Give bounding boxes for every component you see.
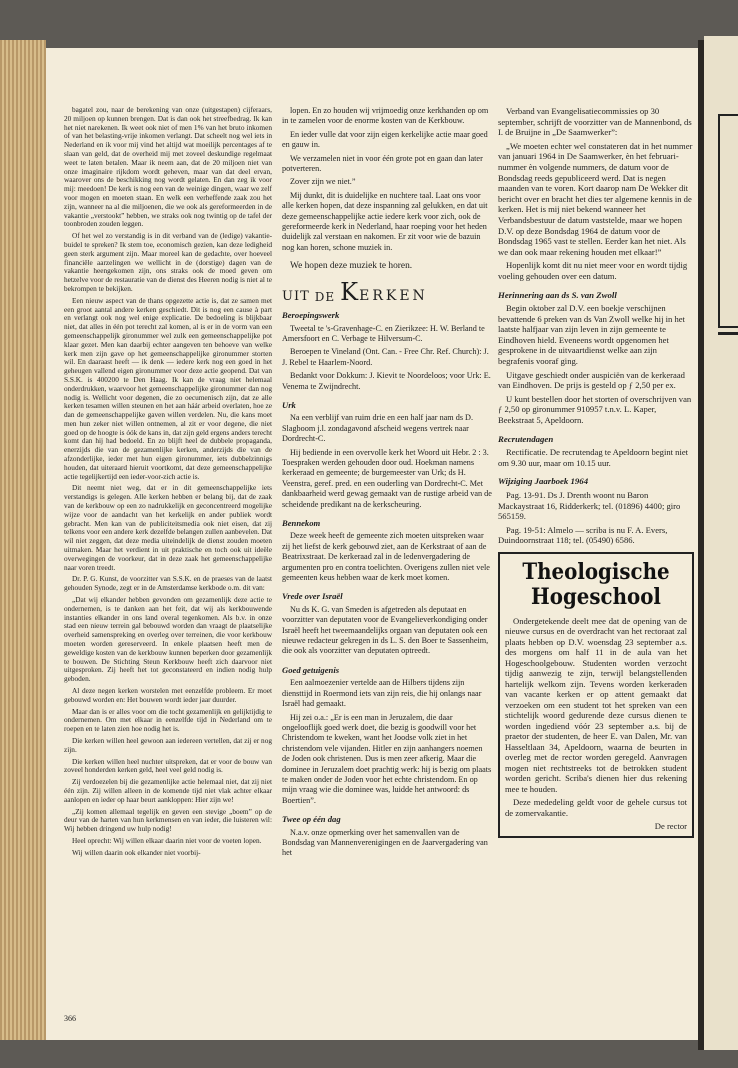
section-title-initial: K: [340, 277, 360, 306]
page-number: 366: [64, 1014, 76, 1023]
section-title-part: UIT: [282, 288, 310, 304]
section-heading: Urk: [282, 399, 296, 410]
col3-intro-paragraph: Verband van Evangelisatiecommissies op 30 september, schrijft de voorzitter van de Mannenbond, ds I. de Bruijne in „De Saamwerker”:: [498, 106, 692, 138]
section-paragraph: Bedankt voor Dokkum: J. Kievit te Noordeloos; voor Urk: E. Venema te Zwijndrecht.: [282, 371, 491, 391]
section-heading: Herinnering aan ds S. van Zwoll: [498, 289, 617, 300]
section-title-uit-de-kerken: [282, 277, 492, 306]
section-title-part: ERKEN: [359, 287, 428, 304]
col1-paragraph: Een nieuw aspect van de thans opgezette actie is, dat ze samen met een groot aantal andere kerken geschiedt. Dit is nog een cause à part en verlangt ook nog wel enige explicatie. De bedoeling is blijkbaar niet, dat alles in één pot terecht zal komen, al is er in de vorm van een gemeenschappelijk gironummer wel zulk een gemeenschappelijke pot klaar gezet. Men kan daarbij echter aangeven ten behoeve van welke kerk men zijn gave op het gemeenschappelijke gironummer storten wil. En daaraast heeft — ik denk — iedere kerk nog een goed in het geheugen vallend eigen gironummer voor deze actie geopend. Dat van S.S.K. is 400200 te Den Haag. Ik kan de vraag niet helemaal onderdrukken, waarvoor het gemeenschappelijke gironummer dan nog nodig is. Wellicht voor degenen, die zo oecumenisch zijn, dat ze alle kerken tesamen willen steunen en het aan háár arbeid overlaten, hoe ze dan de gemeenschappelijke gaven willen verdelen. Nu, die kans moet men hun zeker niet willen ontnemen, al zit er voor degene, die niet goed op de hoogte is óók de kans in, dat zijn geld ergens anders terecht komt dan hij had bedoeld. En zo blijft heel de dubbele propaganda, enerzijds die van de gezamenlijke kerken, anderzijds die van de afzonderlijke, ieder met hun eigen gironummer, iets dubbelzinnigs houden, dat uiteraard hieruit voortkomt, dat deze gemeenschappelijke actie tegelijkertijd een ieder-voor-zich actie is.: [64, 295, 272, 481]
announcement-title: [514, 560, 678, 610]
section-heading: Recrutendagen: [498, 433, 554, 444]
magazine-page: [46, 48, 698, 1040]
col2-intro-paragraph: lopen. En zo houden wij vrijmoedig onze kerkhanden op om in te zamelen voor de enorme kosten van de Kerkbouw.: [282, 106, 489, 126]
section-heading: Bennekom: [282, 518, 321, 528]
announcement-box: [498, 552, 694, 838]
col3-intro-paragraph: „We moeten echter wel constateren dat in het nummer van januari 1964 in De Saamwerker, èn het februari-nummer èn volgende nummers, de datum voor de Bondsdag reeds gepubliceerd werd. Dat is negen maanden van te voren. Kort daarop nam De Wekker dit bericht over en bracht het dies ter algemene kennis in de kerken. Het is mij niet bekend wanneer het Verbandsbestuur de datum vaststelde, maar we hopen D.V. op deze Bondsdag 1964 de datum voor de Bondsdag 1965 vast te stellen. Eerder kan het niet. Als we dan ook maar rekening houden met elkaar!”: [498, 140, 693, 257]
col1-paragraph: Dr. P. G. Kunst, de voorzitter van S.S.K. en de praeses van de laatst gehouden Synode, zegt er in de Amsterdamse kerkbode o.m. dit van:: [64, 574, 272, 593]
col1-paragraph: „Zij komen allemaal tegelijk en geven een stevige „boem” op de deur van de harten van hun kerkmensen en van ieder, die luisteren wil: Wij hebben dringend uw hulp nodig!: [64, 806, 272, 834]
column-left: [64, 106, 272, 861]
column-middle: [282, 106, 492, 862]
col2-intro-paragraph: We verzamelen niet in voor één grote pot en gaan dan later potverteren.: [282, 153, 483, 174]
column-right: [498, 106, 694, 838]
col2-intro-paragraph: Zover zijn we niet.”: [290, 177, 356, 187]
section-paragraph: Pag. 13-91. Ds J. Drenth woont nu Baron Mackaystraat 16, Ridderkerk; tel. (01896) 4400; giro 565159.: [498, 490, 681, 522]
section-paragraph: U kunt bestellen door het storten of overschrijven van ƒ 2,50 op gironummer 910957 t.n.v. L. Kaper, Beekstraat 5, Apeldoorn.: [498, 393, 692, 426]
announcement-title-line: Hogeschool: [531, 583, 661, 610]
col3-intro-paragraph: Hopenlijk komt dit nu niet meer voor en wordt tijdig voeling gehouden over een datum.: [498, 260, 688, 281]
col2-intro-paragraph: En ieder vulle dat voor zijn eigen kerkelijke actie maar goed en gauw in.: [282, 129, 488, 150]
section-paragraph: Deze week heeft de gemeente zich moeten uitspreken waar zij het liefst de kerk gebouwd ziet, aan de Kerkstraat of aan de Beatrixstraat. De kerkeraad zal in de ledenvergadering de argumenten pro en contra toelichten. Overigens zullen niet vele gemeenten keus hebben waar de kerk moet komen.: [282, 531, 490, 583]
section-paragraph: Een aalmoezenier vertelde aan de Hilbers tijdens zijn diensttijd in Roermond iets van zijn reis, die hij onlangs naar Israël had gemaakt.: [282, 678, 482, 709]
section-heading: Vrede over Israël: [282, 591, 343, 602]
announcement-paragraph: Ondergetekende deelt mee dat de opening van de nieuwe cursus en de overdracht van het rectoraat zal plaats hebben op D.V. woensdag 23 september a.s. des morgens om half 11 in de aula van het Hogeschoolgebouw. Studenten worden verzocht tijdig aanwezig te zijn, terwijl belangstellenden hartelijk welkom zijn. Tevens worden kerkeraden van vacante kerken er op attent gemaakt dat verzoeken om een student tot het spreken van een stichtelijk woord gedurende deze cursus dienen te worden ingediend vóór 23 september a.s. bij de praetor der studenten, de heer E. van Dalen, Mr. van Hasseltlaan 34, Apeldoorn, waarna de beurten in overleg met de rector worden geregeld. Aanvragen mogen niet rechtstreeks tot de betrokken student worden gericht. Scriba's dienen hier dus rekening mee te houden.: [505, 615, 687, 794]
section-heading: Goed getuigenis: [282, 664, 340, 675]
announcement-title-line: Theologische: [522, 558, 670, 585]
section-paragraph: Pag. 19-51: Almelo — scriba is nu F. A. Evers, Duindoornstraat 118; tel. (05490) 6586.: [498, 524, 668, 546]
col1-paragraph: Dit neemt niet weg, dat er in dit gemeenschappelijke iets verstandigs is gelegen. Alle kerken hebben er belang bij, dat de zaak van de kerkbouw op een zo nadrukkelijk en geconcentreerd mogelijke wijze voor de aandacht van het kerkelijk en ander publiek wordt gebracht. Men kan van de publiciteitsmedia ook niet eisen, dat zij telkens voor een andere kerk dezelfde belangen zullen aanbevelen. Dat wil niet zeggen, dat deze media uiteindelijk de dienst zouden moeten uitmaken. Maar het verdient in uit praktische en toch ook uit ideële overwegingen de voorkeur, dat in deze zaak het gemeenschappelijke naar voren treedt.: [64, 483, 272, 572]
col1-paragraph: Die kerken willen heel gewoon aan iedereen vertellen, dat zij er nog zijn.: [64, 735, 272, 754]
section-paragraph: Beroepen te Vineland (Ont. Can. - Free Chr. Ref. Church): J. J. Rebel te Haarlem-Noord.: [282, 347, 489, 367]
closing-line: We hopen deze muziek te horen.: [290, 261, 413, 272]
section-paragraph: Tweetal te 's-Gravenhage-C. en Zierikzee: H. W. Berland te Amersfoort en C. Verbage te Hilversum-C.: [282, 323, 485, 343]
section-paragraph: Na een verblijf van ruim drie en een half jaar nam ds D. Slagboom j.l. zondagavond afscheid wegens vertrek naar Dordrecht-C.: [282, 413, 474, 444]
col1-paragraph: „Dat wij elkander hebben gevonden om gezamenlijk deze actie te ondernemen, is te danken aan het feit, dat wij als kerkbouwende instanties elkander in ons land overal tegenkomen. Als b.v. in onze stad een nieuw terrein gal bebouwd worden dan vraagt de plaatselijke overheid samenspreking en overleg over terreinen, die voor kerkbouw moeten worden gereserveerd. In enkele plaatsen heeft men de geweldige kosten van de kerkbouw kunnen beperken door gezamenlijk te bouwen. De Stichting Steun Kerkbouw heeft zich daarvoor niet uitgesproken. Zij heeft het tot geconstateerd en indien nodig hulp geboden.: [64, 595, 272, 684]
section-title-part: DE: [314, 289, 336, 304]
section-heading: Wijziging Jaarboek 1964: [498, 476, 589, 487]
adjacent-page: [704, 36, 738, 1050]
col1-paragraph: Die kerken willen heel nuchter uitspreken, dat er voor de bouw van zoveel honderden kerken geld, heel veel geld nodig is.: [64, 756, 272, 775]
col1-paragraph: Heel oprecht: Wij willen elkaar daarin niet voor de voeten lopen.: [72, 835, 262, 845]
col1-paragraph: bagatel zou, naar de berekening van onze (uitgestapen) cijferaars, 20 miljoen op kunnen brengen. Dat is dan ook het streefbedrag. Ik kan het niet narekenen. Ik weet ook niet of men 1% van het bruto inkomen of van het belasting-vrije inkomen verlangt. Dat scheelt nog wel iets in Nederland en ik voor mij vind het altijd wat moeilijk percentages af te slaan van geld, dat de overheid mij met zoveel deskundige regelmaat weet te laten betalen. Maar ik neem aan, dat de 20 miljoen niet van onze imaginaire rijkdom wordt geheven, maar van dat deel ervan, waarover ons de beschikking nog wordt gelaten. En dan zeg ik voor mij: meedoen! De kerk is nog een van de weinige dingen, waar we zelf voor mogen en moeten staan. En welk een verheffende zaak zou het zijn, wanneer na al die miljoenen, die we ook als gereformeerden in de vakantie „verstookt” hebben, we straks ook nog twintig op de tafel der toonbroden zouden leggen.: [64, 105, 272, 229]
section-paragraph: Begin oktober zal D.V. een boekje verschijnen bevattende 6 preken van ds Van Zwoll welke hij in het laatste halfjaar van zijn leven in zijn gemeente te Eindhoven hield. Eveneens wordt opgenomen het gesprokene in de uitvaartdienst welke aan zijn begrafenis vooraf ging.: [498, 303, 685, 367]
col1-paragraph: Of het wel zo verstandig is in dit verband van de (ledige) vakantie-buidel te spreken? Ik stem toe, economisch gezien, kan deze ledigheid geen sterk argument zijn. Maar moreel kan de gedachte, over hoeveel financiële aarzelingen we wellicht in de (dorstige) dagen van de vakantie heengekomen zijn, ons straks ook de moed geven om hetzelve voor de restauratie van de dienst des Heeren nodig is niet al te bekrompen te bekijken.: [64, 231, 272, 293]
section-paragraph: N.a.v. onze opmerking over het samenvallen van de Bondsdag van Mannenverenigingen en de Jaarvergadering van het: [282, 827, 488, 858]
col1-paragraph: Al deze negen kerken worstelen met eenzelfde probleem. Er moet gebouwd worden en: Het bouwen wordt ieder jaar duurder.: [64, 686, 272, 704]
book-page-edges: [0, 40, 46, 1040]
announcement-signature: De rector: [654, 821, 687, 832]
col1-paragraph: Wij willen daarin ook elkander niet voorbij-: [72, 847, 201, 857]
col1-paragraph: Maar dan is er alles voor om die tocht gezamenlijk en gelijktijdig te ondernemen. Om met elkaar in eenzelfde tijd in Nederland om te roepen en te laten zien hoe nodig het is.: [64, 706, 272, 734]
adjacent-page-box: [718, 114, 738, 328]
adjacent-page-rule: [718, 332, 738, 335]
section-heading: Twee op één dag: [282, 814, 341, 825]
section-paragraph: Rectificatie. De recrutendag te Apeldoorn begint niet om 9.30 uur, maar om 10.15 uur.: [498, 447, 689, 468]
announcement-paragraph: Deze mededeling geldt voor de gehele cursus tot de zomervakantie.: [505, 797, 687, 818]
section-paragraph: Hij bediende in een overvolle kerk het Woord uit Hebr. 2 : 3. Toespraken werden gehouden door oud. Hoekman namens kerkeraad en gemeente; de burgemeester van Urk; ds H. Veenstra, geref. pred. en een ouderling van Dordrecht-C. Met dankbaarheid werd gewag gemaakt van de rustige arbeid van de scheidende predikant na de kerkscheuring.: [282, 447, 492, 509]
col2-intro-paragraph: Mij dunkt, dit is duidelijke en nuchtere taal. Laat ons voor alle kerken hopen, dat deze inspanning zal gelukken, en dat uit deze gemeenschappelijke actie iedere kerk voor zich, ook de gereformeerde kerk in Nederland, haar roeping voor het heden duidelijk zal verstaan en nakomen. Er zit voor wie de bazuin nog kan horen, schone muziek in.: [282, 190, 488, 252]
announcement-body: [505, 616, 687, 819]
col1-paragraph: Zij verdoezelen bij die gezamenlijke actie helemaal niet, dat zij niet één zijn. Zij willen alleen in de komende tijd niet vlak achter elkaar aanlopen en ieder op haar beurt aankloppen: Hier zijn we!: [64, 777, 272, 804]
section-paragraph: Nu ds K. G. van Smeden is afgetreden als deputaat en voorzitter van deputaten voor de Evangelieverkondiging onder Israël heeft het tweemaandelijks orgaan van deputaten ook een nieuwe redacteur gekregen in ds L. S. den Boer te Sassenheim, die ook als voorzitter van deputaten optreedt.: [282, 604, 489, 656]
section-heading: Beroepingswerk: [282, 310, 340, 321]
section-paragraph: Uitgave geschiedt onder auspiciën van de kerkeraad van Eindhoven. De prijs is gesteld op ƒ 2,50 per ex.: [498, 369, 685, 391]
section-paragraph: Hij zei o.a.: „Er is een man in Jeruzalem, die daar ongelooflijk goed werk doet, die bezig is goodwill voor het Christendom te kweken, want het Joodse volk ziet in het christendom vele vijanden. Hitler en zijn aanhangers noemen de Joden ook christenen. Dus is men zeer afkerig. Maar die dominee in Jeruzalem doet prachtig werk: hij is bezig om plaats te maken onder de Joden voor het echte christendom. En op mijn vraag wie die dominee was, luidde het antwoord: ds Boertien”.: [282, 712, 492, 805]
